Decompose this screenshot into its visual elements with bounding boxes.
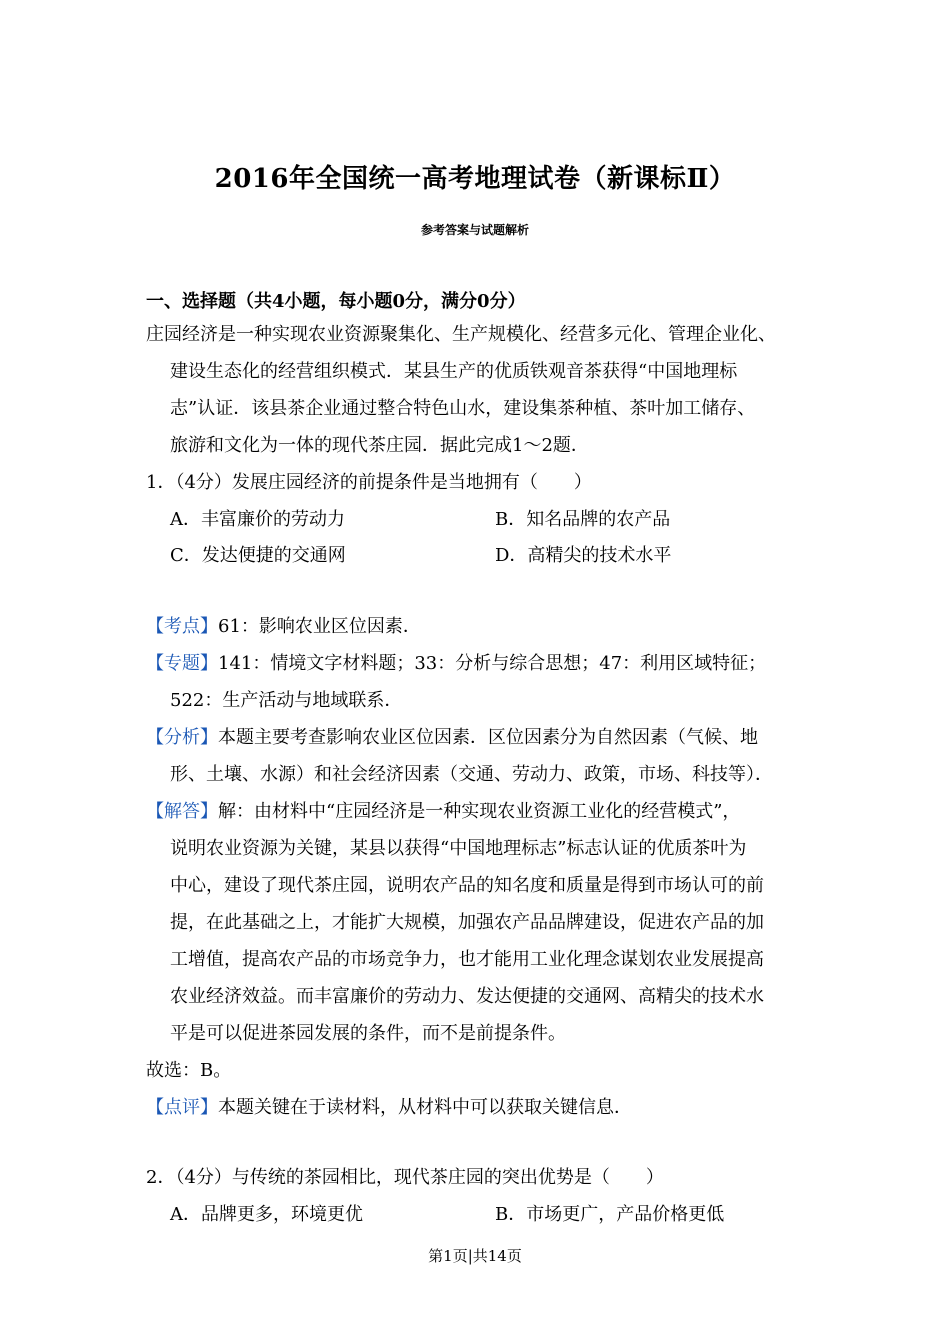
page-footer: 第1页|共14页 [428, 1247, 522, 1265]
jieda-text-1: 解：由材料中“庄园经济是一种实现农业资源工业化的经营模式”， [218, 801, 741, 822]
passage-line-1: 庄园经济是一种实现农业资源聚集化、生产规模化、经营多元化、管理企业化、 [146, 324, 776, 345]
dianping-row [146, 1095, 632, 1121]
jieda-text-7: 平是可以促进茶园发展的条件，而不是前提条件。 [170, 1023, 566, 1044]
jieda-text-5: 工增值，提高农产品的市场竞争力，也才能用工业化理念谋划农业发展提高 [170, 949, 764, 970]
fenxi-tag: 【分析】 [146, 727, 218, 748]
jieda-text-4: 提，在此基础之上，才能扩大规模，加强农产品品牌建设，促进农产品的加 [170, 912, 764, 933]
fenxi-text-1: 本题主要考查影响农业区位因素．区位因素分为自然因素（气候、地 [218, 727, 758, 748]
jieda-text-6: 农业经济效益。而丰富廉价的劳动力、发达便捷的交通网、高精尖的技术水 [170, 986, 764, 1007]
question-2-option-b: B．市场更广，产品价格更低 [495, 1204, 725, 1225]
section-heading: 一、选择题（共4小题，每小题0分，满分0分） [146, 291, 526, 312]
jieda-text-3: 中心，建设了现代茶庄园，说明农产品的知名度和质量是得到市场认可的前 [170, 875, 764, 896]
question-2-option-a: A．品牌更多，环境更优 [170, 1204, 363, 1225]
kaodian-tag: 【考点】 [146, 616, 218, 637]
dianping-tag: 【点评】 [146, 1097, 218, 1118]
jieda-text-2: 说明农业资源为关键，某县以获得“中国地理标志”标志认证的优质茶叶为 [170, 838, 747, 859]
question-1-option-a: A．丰富廉价的劳动力 [170, 509, 345, 530]
page-subtitle: 参考答案与试题解析 [420, 223, 529, 237]
passage-line-2: 建设生态化的经营组织模式．某县生产的优质铁观音茶获得“中国地理标 [170, 361, 738, 382]
zhuanti-text-2: 522：生产活动与地域联系． [170, 690, 403, 711]
question-1-stem: 1．（4分）发展庄园经济的前提条件是当地拥有（ ） [146, 472, 592, 493]
question-1-option-c: C．发达便捷的交通网 [170, 545, 346, 566]
zhuanti-row [146, 651, 766, 677]
passage-line-3: 志”认证．该县茶企业通过整合特色山水，建设集茶种植、茶叶加工储存、 [170, 398, 756, 419]
passage-line-4: 旅游和文化为一体的现代茶庄园．据此完成1～2题． [170, 435, 589, 456]
fenxi-text-2: 形、土壤、水源）和社会经济因素（交通、劳动力、政策，市场、科技等）． [170, 764, 773, 785]
kaodian-text: 61：影响农业区位因素． [218, 616, 421, 637]
question-2-stem: 2．（4分）与传统的茶园相比，现代茶庄园的突出优势是（ ） [146, 1167, 664, 1188]
jieda-row [146, 799, 740, 825]
fenxi-row [146, 725, 758, 751]
page-title: 2016年全国统一高考地理试卷（新课标Ⅱ） [214, 164, 736, 194]
kaodian-row [146, 614, 421, 640]
zhuanti-text-1: 141：情境文字材料题；33：分析与综合思想；47：利用区域特征； [218, 653, 767, 674]
jieda-tag: 【解答】 [146, 801, 218, 822]
answer-line: 故选：B。 [146, 1060, 232, 1081]
question-1-option-d: D．高精尖的技术水平 [495, 545, 672, 566]
dianping-text: 本题关键在于读材料，从材料中可以获取关键信息． [218, 1097, 632, 1118]
question-1-option-b: B．知名品牌的农产品 [495, 509, 671, 530]
zhuanti-tag: 【专题】 [146, 653, 218, 674]
